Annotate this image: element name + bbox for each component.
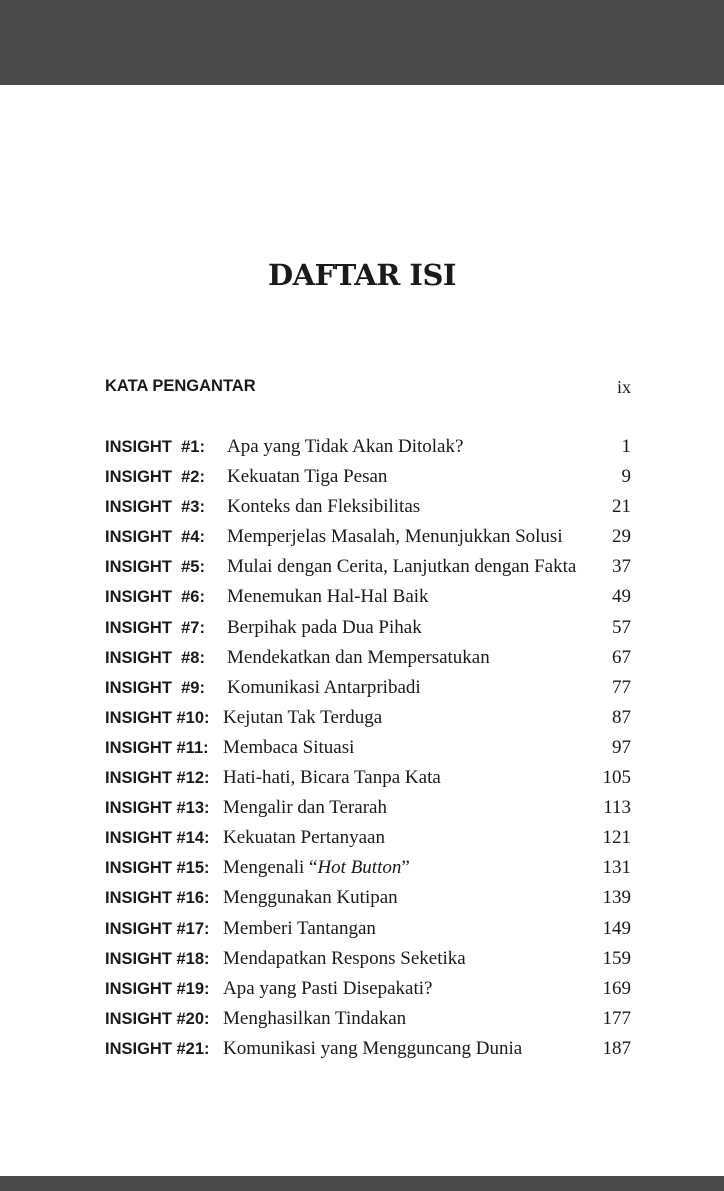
toc-insight-title: Komunikasi yang Mengguncang Dunia — [223, 1037, 523, 1059]
toc-insight-title: Berpihak pada Dua Pihak — [227, 616, 422, 638]
toc-row[interactable] — [105, 617, 631, 647]
toc-page-number: 67 — [612, 646, 631, 668]
toc-insight-title: Membaca Situasi — [223, 736, 355, 758]
toc-row[interactable] — [105, 466, 631, 496]
toc-insight-title: Apa yang Tidak Akan Ditolak? — [227, 436, 464, 457]
toc-page-number: 21 — [612, 496, 631, 518]
toc-insight-title: Komunikasi Antarpribadi — [227, 676, 421, 698]
toc-row[interactable] — [105, 707, 631, 737]
toc-insight-title: Menghasilkan Tindakan — [223, 1007, 407, 1029]
page-title: DAFTAR ISI — [267, 258, 456, 292]
bottom-scan-border — [0, 1176, 724, 1191]
toc-row[interactable] — [105, 827, 631, 857]
toc-page-number: 37 — [612, 556, 631, 578]
toc-insight-number: INSIGHT #10: — [105, 708, 210, 727]
toc-insight-number: INSIGHT #8: — [105, 648, 205, 667]
toc-insight-number: INSIGHT #18: — [105, 949, 210, 968]
toc-insight-number: INSIGHT #1: — [105, 438, 205, 456]
top-scan-border — [0, 0, 724, 85]
toc-insight-title: Konteks dan Fleksibilitas — [227, 496, 421, 518]
toc-list — [105, 436, 631, 1068]
toc-insight-title: Kekuatan Tiga Pesan — [227, 466, 388, 488]
toc-page-number: 131 — [602, 857, 631, 879]
toc-insight-number: INSIGHT #4: — [105, 528, 205, 547]
toc-insight-title: Menggunakan Kutipan — [223, 887, 398, 909]
toc-insight-number: INSIGHT #16: — [105, 889, 210, 908]
toc-row[interactable] — [105, 1008, 631, 1038]
toc-row-preface[interactable] — [105, 377, 631, 401]
toc-title-suffix: ” — [401, 857, 410, 879]
toc-page-number: 29 — [612, 526, 631, 548]
toc-insight-number: INSIGHT #9: — [105, 678, 205, 697]
toc-page-number: 77 — [612, 676, 631, 698]
toc-insight-number: INSIGHT #7: — [105, 618, 205, 637]
toc-title-prefix: Mengenali “ — [223, 857, 318, 879]
toc-title-italic: Hot Button — [317, 857, 402, 879]
toc-insight-title: Hati-hati, Bicara Tanpa Kata — [223, 767, 441, 789]
toc-page-number: 149 — [602, 917, 631, 939]
toc-insight-title: Mengalir dan Terarah — [223, 797, 387, 819]
toc-insight-title: Kejutan Tak Terduga — [223, 706, 383, 728]
toc-page-number: 159 — [602, 947, 631, 969]
toc-page-number: 57 — [612, 616, 631, 638]
toc-insight-title: Mendekatkan dan Mempersatukan — [227, 646, 490, 668]
toc-insight-title — [223, 857, 410, 879]
toc-page-number: 139 — [602, 887, 631, 909]
toc-row[interactable] — [105, 948, 631, 978]
toc-insight-number: INSIGHT #14: — [105, 829, 210, 848]
toc-insight-number: INSIGHT #15: — [105, 859, 210, 878]
toc-insight-title: Kekuatan Pertanyaan — [223, 827, 385, 849]
toc-insight-number: INSIGHT #13: — [105, 799, 210, 818]
toc-page-number: 87 — [612, 706, 631, 728]
toc-page-number: 9 — [621, 466, 631, 488]
toc-insight-title: Apa yang Pasti Disepakati? — [223, 977, 433, 999]
toc-row[interactable] — [105, 526, 631, 556]
toc-row[interactable] — [105, 767, 631, 797]
toc-row[interactable] — [105, 496, 631, 526]
toc-insight-title: Mulai dengan Cerita, Lanjutkan dengan Fakta — [227, 556, 577, 578]
toc-row[interactable] — [105, 1038, 631, 1068]
toc-row[interactable] — [105, 677, 631, 707]
toc-insight-number: INSIGHT #3: — [105, 498, 205, 517]
toc-page-number: 121 — [602, 827, 631, 849]
toc-page-number: 169 — [602, 977, 631, 999]
toc-row[interactable] — [105, 797, 631, 827]
toc-insight-number: INSIGHT #17: — [105, 919, 210, 938]
toc-insight-number: INSIGHT #6: — [105, 588, 205, 607]
toc-preface-label: KATA PENGANTAR — [105, 377, 256, 395]
toc-insight-number: INSIGHT #2: — [105, 468, 205, 487]
toc-row[interactable] — [105, 918, 631, 948]
toc-insight-number: INSIGHT #19: — [105, 979, 210, 998]
toc-page-number: 177 — [602, 1007, 631, 1029]
toc-row[interactable] — [105, 887, 631, 917]
toc-page-number: 187 — [602, 1037, 631, 1059]
toc-insight-title: Mendapatkan Respons Seketika — [223, 947, 466, 969]
toc-page-number: 113 — [603, 797, 631, 819]
toc-page-number: 105 — [602, 767, 631, 789]
toc-row[interactable] — [105, 857, 631, 887]
toc-row[interactable] — [105, 586, 631, 616]
toc-page-number: 49 — [612, 586, 631, 608]
toc-page-number: 1 — [621, 436, 631, 457]
toc-row[interactable] — [105, 737, 631, 767]
toc-insight-title: Memberi Tantangan — [223, 917, 376, 939]
toc-insight-number: INSIGHT #20: — [105, 1009, 210, 1028]
toc-insight-number: INSIGHT #12: — [105, 769, 210, 788]
toc-row[interactable] — [105, 556, 631, 586]
toc-row[interactable] — [105, 647, 631, 677]
toc-row[interactable] — [105, 436, 631, 466]
toc-insight-title: Menemukan Hal-Hal Baik — [227, 586, 429, 608]
toc-row[interactable] — [105, 978, 631, 1008]
toc-preface-page: ix — [616, 377, 631, 397]
toc-page-number: 97 — [612, 736, 631, 758]
toc-insight-number: INSIGHT #21: — [105, 1039, 210, 1058]
toc-insight-number: INSIGHT #11: — [105, 738, 209, 757]
toc-insight-number: INSIGHT #5: — [105, 558, 205, 577]
toc-insight-title: Memperjelas Masalah, Menunjukkan Solusi — [227, 526, 563, 548]
